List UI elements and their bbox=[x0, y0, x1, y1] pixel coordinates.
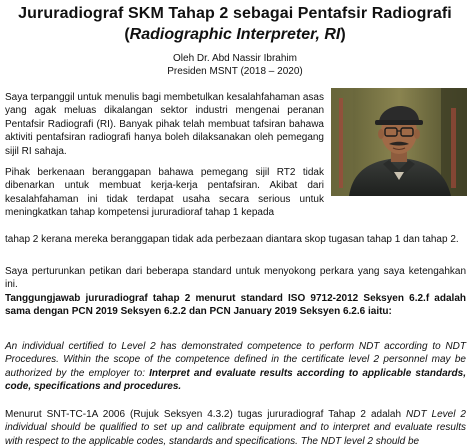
snt-intro-text: Menurut SNT-TC-1A 2006 (Rujuk Seksyen 4.3.2) tugas jururadiograf Tahap 2 adalah bbox=[5, 409, 406, 420]
quote-iso-9712 bbox=[5, 340, 466, 394]
paragraph-2-continued: tahap 2 kerana mereka beranggapan tidak ada perbezaan diantara skop tugasan tahap 1 dan tahap 2. bbox=[5, 234, 459, 245]
author-photo-illustration bbox=[331, 88, 467, 196]
snt-quote-text: NDT Level 2 individual should be qualified to set up and calibrate equipment and to interpret and evaluate results with respect to the applicable codes, standards and specifications. The NDT level 2 should be bbox=[5, 409, 466, 447]
author-role: Presiden MSNT (2018 – 2020) bbox=[167, 66, 303, 77]
author-photo bbox=[331, 88, 467, 196]
author-block bbox=[0, 52, 470, 78]
paragraph-1: Saya terpanggil untuk menulis bagi membetulkan kesalahfahaman asas yang agak meluas dikalangan sektor industri mengenai peranan Pentafsir Radiografi (RI). Banyak pihak telah membuat tafsiran bahawa aktiviti pentafsiran radiografi hanya boleh dilaksanakan oleh pemegang sijil RI sahaja. bbox=[5, 92, 324, 157]
author-name: Oleh Dr. Abd Nassir Ibrahim bbox=[173, 53, 297, 64]
subtitle-open: ( bbox=[124, 26, 130, 43]
quote-bold-text: Interpret and evaluate results according to applicable standards, code, specifications and procedures. bbox=[5, 367, 466, 393]
paragraph-2: Pihak berkenaan beranggapan bahawa pemegang sijil RT2 tidak dibenarkan untuk membuat kerja-kerja pentafsiran. Akibat dari kesalahfahaman ini tidak terdapat usaha secara serious untuk meningkatkan tahap kompetensi jururadioraf tahap 1 kepada bbox=[5, 167, 324, 219]
paragraph-4-standards: Tanggungjawab jururadiograf tahap 2 menurut standard ISO 9712-2012 Seksyen 6.2.f adalah sama dengan PCN 2019 Seksyen 6.2.2 dan PCN January 2019 Seksyen 6.2.6 iaitu: bbox=[5, 293, 466, 318]
subtitle-italic: Radiographic Interpreter, RI bbox=[129, 26, 341, 43]
article-title: Jururadiograf SKM Tahap 2 sebagai Pentafsir Radiografi bbox=[18, 5, 452, 22]
subtitle-close: ) bbox=[340, 26, 346, 43]
quote-italic-text: An individual certified to Level 2 has demonstrated competence to perform NDT according to NDT Procedures. Within the scope of the competence defined in the certificate level 2 personnel may be authorized by the employer to: bbox=[5, 341, 466, 379]
paragraph-3: Saya perturunkan petikan dari beberapa standard untuk menyokong perkara yang saya ketengahkan ini. bbox=[5, 266, 466, 291]
article-subtitle bbox=[0, 25, 470, 45]
paragraph-snt-tc-1a bbox=[5, 408, 466, 448]
